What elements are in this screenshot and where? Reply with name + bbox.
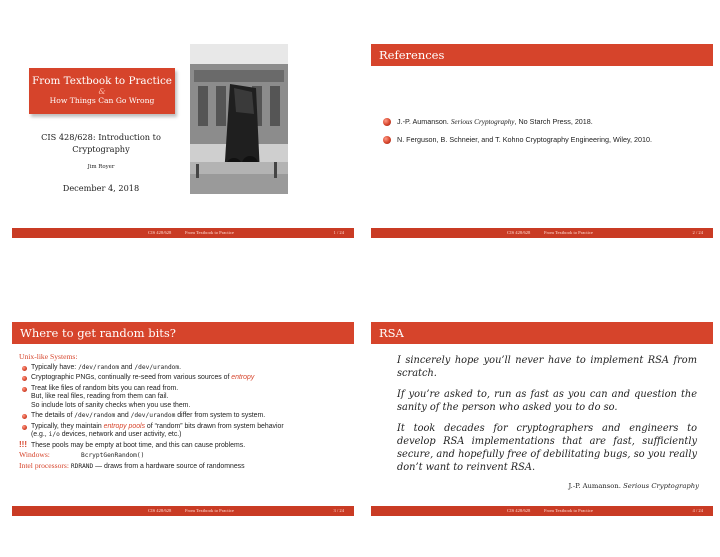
- random-bits-slide: [12, 322, 354, 557]
- warning-icon: !!!: [19, 439, 27, 449]
- random-bits-content: [19, 353, 349, 471]
- bullet-icon: [22, 414, 27, 419]
- frame-title: RSA: [371, 322, 713, 344]
- warning-line: !!! These pools may be empty at boot time, and this can cause problems.: [19, 439, 246, 449]
- author: Jim Royer: [87, 164, 115, 170]
- list-item: Cryptographic PNGs, continually re-seed from various sources of entropy: [19, 374, 349, 383]
- slide-footer: CIS 428/628 From Textbook to Practice 2 / 24: [371, 228, 713, 238]
- intel-line: Intel processors: RDRAND — draws from a hardware source of randomness: [19, 460, 245, 470]
- page-number: 2 / 24: [692, 230, 703, 235]
- page-number: 3 / 24: [333, 508, 344, 513]
- slide-footer: CIS 428/628 From Textbook to Practice 4 / 24: [371, 506, 713, 516]
- references-slide: [371, 0, 713, 240]
- list-item: Typically, they maintain entropy pools of “random” bits drawn from system behavior (e.g., i/o devices, network and user activity, etc.): [19, 423, 349, 440]
- list-item: Treat like files of random bits you can read from. But, like real files, reading from them can fail. So include lots of sanity checks when you use them.: [19, 385, 349, 411]
- title-slide: [12, 0, 354, 240]
- rsa-quote: I sincerely hope you’ll never have to implement RSA from scratch. If you’re asked to, run as fast as you can and question the sanity of the person who asked you to do so. It took decades for cryptographers and engineers to develop RSA implementations that are fast, sufficiently secure, and hopefully free of debilitating bugs, so you really don’t want to reinvent RSA.: [397, 355, 697, 473]
- page-number: 1 / 24: [333, 230, 344, 235]
- bullet-icon: [383, 118, 391, 126]
- bullet-icon: [22, 376, 27, 381]
- reference-list: [383, 117, 703, 152]
- list-item: The details of /dev/random and /dev/urandom differ from system to system.: [19, 412, 349, 421]
- quote-attribution: J.-P. Aumanson. Serious Cryptography: [568, 482, 699, 490]
- slide-title: From Textbook to Practice: [32, 75, 172, 87]
- slide-subtitle: How Things Can Go Wrong: [49, 96, 155, 105]
- train-wreck-photo-icon: [190, 44, 288, 194]
- reference-item: N. Ferguson, B. Schneier, and T. Kohno Cryptography Engineering, Wiley, 2010.: [383, 135, 703, 144]
- rsa-slide: [371, 322, 713, 557]
- bullet-icon: [22, 387, 27, 392]
- bullet-icon: [383, 136, 391, 144]
- page-number: 4 / 24: [692, 508, 703, 513]
- slide-footer: CIS 428/628 From Textbook to Practice 3 / 24: [12, 506, 354, 516]
- title-box: [29, 68, 175, 114]
- slide-footer: CIS 428/628 From Textbook to Practice 1 / 24: [12, 228, 354, 238]
- windows-line: Windows: BcryptGenRandom(): [19, 450, 145, 459]
- frame-title: References: [371, 44, 713, 66]
- frame-title: Where to get random bits?: [12, 322, 354, 344]
- date: December 4, 2018: [62, 183, 140, 193]
- reference-item: J.-P. Aumanson. Serious Cryptography, No Starch Press, 2018.: [383, 117, 703, 127]
- bullet-icon: [22, 425, 27, 430]
- course-name: CIS 428/628: Introduction to Cryptography: [41, 132, 161, 154]
- unix-heading: Unix-like Systems:: [19, 352, 78, 361]
- title-ampersand: &: [98, 87, 106, 96]
- bullet-icon: [22, 366, 27, 371]
- list-item: Typically have: /dev/random and /dev/urandom.: [19, 364, 349, 373]
